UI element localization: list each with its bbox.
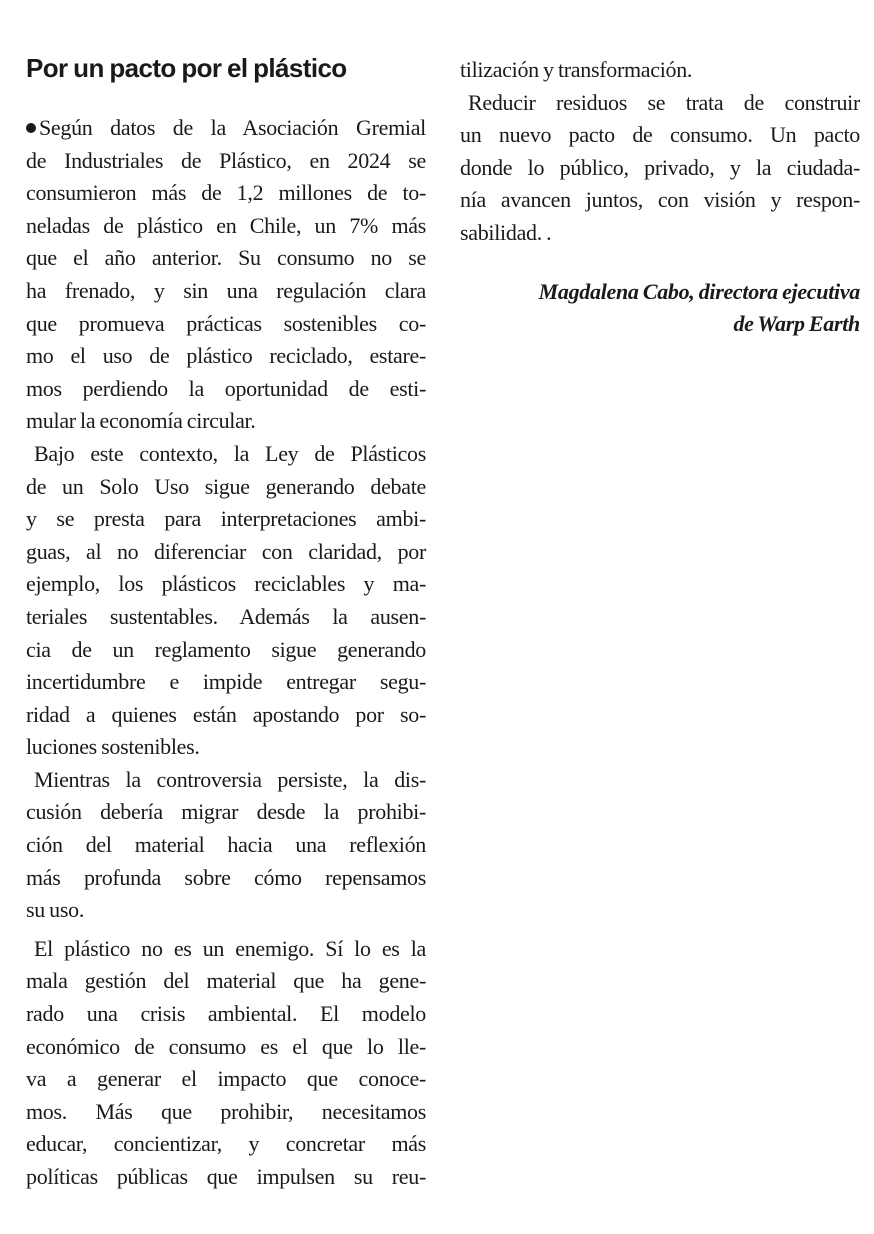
- text-line-content: Mientras la controversia persiste, la dis-: [34, 766, 426, 792]
- text-line-content: mos perdiendo la oportunidad de esti-: [26, 375, 426, 401]
- bullet-icon: [26, 123, 36, 133]
- text-line: [26, 112, 426, 145]
- text-line-content: mala gestión del material que ha gene-: [26, 968, 426, 994]
- text-line-content: políticas públicas que impulsen su reu-: [26, 1164, 426, 1189]
- text-line-content: neladas de plástico en Chile, un 7% más: [26, 212, 426, 238]
- text-line: [26, 145, 426, 178]
- text-line: [460, 119, 860, 152]
- text-line: [26, 308, 426, 341]
- text-line: [26, 601, 426, 634]
- text-line: [26, 829, 426, 862]
- text-line: [26, 405, 426, 438]
- signature-line-2: de Warp Earth: [733, 311, 860, 337]
- text-line: [26, 471, 426, 504]
- text-line-content: que el año anterior. Su consumo no se: [26, 245, 426, 271]
- text-line: [26, 634, 426, 667]
- text-line: [26, 340, 426, 373]
- text-line: [26, 536, 426, 569]
- text-line-content: Según datos de la Asociación Gremial: [39, 115, 426, 140]
- text-line-content: incertidumbre e impide entregar segu-: [26, 669, 426, 695]
- text-line: [26, 796, 426, 829]
- text-line-content: y se presta para interpretaciones ambi-: [26, 506, 426, 532]
- text-line: [26, 210, 426, 243]
- text-line-content: El plástico no es un enemigo. Sí lo es la: [34, 935, 426, 961]
- text-line-content: va a generar el impacto que conoce-: [26, 1066, 426, 1092]
- text-line-content: cia de un reglamento sigue generando: [26, 636, 426, 662]
- signature-line-1: Magdalena Cabo, directora ejecutiva: [538, 278, 860, 304]
- text-line-content: rado una crisis ambiental. El modelo: [26, 1001, 426, 1027]
- text-line: [26, 699, 426, 732]
- text-line: [26, 998, 426, 1031]
- text-line-content: educar, concientizar, y concretar más: [26, 1131, 426, 1157]
- text-line-content: cusión debería migrar desde la prohibi-: [26, 799, 426, 825]
- right-column: [460, 54, 860, 341]
- text-line-content: de Industriales de Plástico, en 2024 se: [26, 147, 426, 173]
- article-body-left: [26, 112, 426, 1194]
- text-line: [26, 1063, 426, 1096]
- text-line: [26, 177, 426, 210]
- text-line-content: mo el uso de plástico reciclado, estare-: [26, 343, 426, 369]
- text-line: [26, 438, 426, 471]
- text-line-content: mos. Más que prohibir, necesitamos: [26, 1098, 426, 1124]
- text-line: [26, 731, 426, 764]
- text-line-content: ha frenado, y sin una regulación clara: [26, 277, 426, 303]
- text-line-content: tilización y transformación.: [460, 57, 693, 82]
- text-line-content: Reducir residuos se trata de construir: [468, 89, 860, 115]
- text-line: [26, 373, 426, 406]
- headline: Por un pacto por el plástico: [26, 53, 347, 83]
- text-line-content: mular la economía circular.: [26, 408, 256, 434]
- text-line: [26, 1128, 426, 1161]
- text-line: [26, 764, 426, 797]
- text-line-content: nía avancen juntos, con visión y respon-: [460, 187, 860, 213]
- text-line: [26, 1161, 426, 1194]
- text-line-content: teriales sustentables. Además la ausen-: [26, 603, 426, 629]
- text-line: [26, 275, 426, 308]
- text-line: [26, 933, 426, 966]
- text-line-content: de un Solo Uso sigue generando debate: [26, 473, 426, 499]
- article-body-right: [460, 54, 860, 250]
- text-line: [26, 965, 426, 998]
- text-line-content: sabilidad. .: [460, 219, 552, 245]
- text-line-content: más profunda sobre cómo repensamos: [26, 864, 426, 890]
- text-line-content: consumieron más de 1,2 millones de to-: [26, 180, 426, 206]
- text-line: [26, 503, 426, 536]
- text-line: [460, 152, 860, 185]
- text-line: [26, 242, 426, 275]
- text-line-content: luciones sostenibles.: [26, 734, 200, 760]
- text-line: [26, 666, 426, 699]
- text-line: [26, 1096, 426, 1129]
- text-line-content: económico de consumo es el que lo lle-: [26, 1033, 426, 1059]
- text-line: [460, 184, 860, 217]
- text-line-content: un nuevo pacto de consumo. Un pacto: [460, 122, 860, 148]
- text-line: [26, 568, 426, 601]
- author-signature: [460, 276, 860, 341]
- text-line: [26, 862, 426, 895]
- text-line-content: que promueva prácticas sostenibles co-: [26, 310, 426, 336]
- text-line: [26, 1031, 426, 1064]
- text-line-content: donde lo público, privado, y la ciudada-: [460, 154, 860, 180]
- text-line-content: Bajo este contexto, la Ley de Plásticos: [34, 440, 426, 466]
- text-line-content: su uso.: [26, 897, 85, 923]
- text-line: [26, 894, 426, 927]
- text-line-content: ción del material hacia una reflexión: [26, 832, 426, 858]
- text-line: [460, 217, 860, 250]
- text-line-content: guas, al no diferenciar con claridad, por: [26, 538, 426, 564]
- text-line-content: ridad a quienes están apostando por so-: [26, 701, 426, 727]
- text-line-content: ejemplo, los plásticos reciclables y ma-: [26, 571, 426, 597]
- text-line: [460, 87, 860, 120]
- left-column: [26, 52, 426, 1194]
- text-line: [460, 54, 860, 87]
